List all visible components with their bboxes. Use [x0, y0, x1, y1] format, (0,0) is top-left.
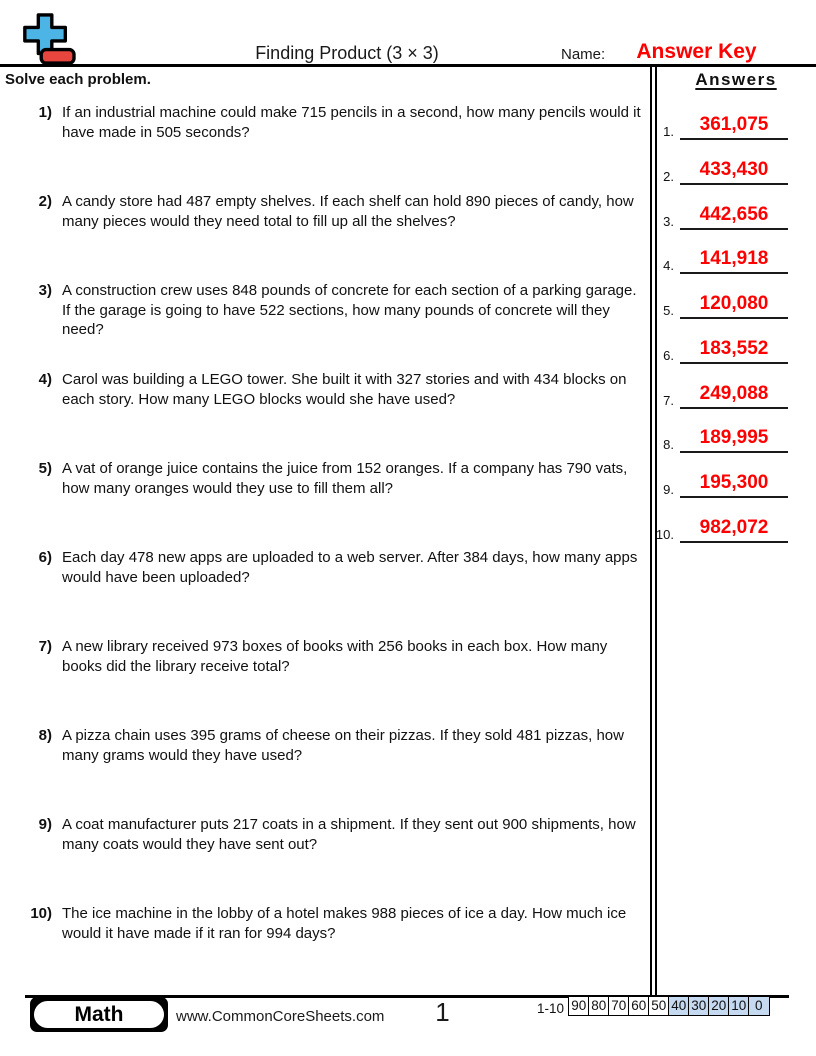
problem-number: 7): [38, 638, 52, 655]
answer-value: 433,430: [680, 159, 788, 185]
website-url: www.CommonCoreSheets.com: [176, 1008, 385, 1025]
problem-text: A vat of orange juice contains the juice from 152 oranges. If a company has 790 vats, how many oranges would they use to fill them all?: [62, 460, 628, 497]
problem-text: Carol was building a LEGO tower. She built it with 327 stories and with 434 blocks on each story. How many LEGO blocks would she have used?: [62, 371, 627, 408]
answer-number: 8.: [663, 437, 674, 452]
answer-value: 183,552: [680, 338, 788, 364]
score-cell: 90: [568, 996, 590, 1016]
answer-value: 189,995: [680, 427, 788, 453]
score-cell: 60: [628, 996, 650, 1016]
name-label: Name:: [561, 46, 606, 63]
worksheet-title: Finding Product (3 × 3): [255, 43, 439, 63]
problem-number: 6): [38, 549, 52, 566]
problem-item: [28, 103, 646, 142]
answer-number: 5.: [663, 303, 674, 318]
problem-text: The ice machine in the lobby of a hotel makes 988 pieces of ice a day. How much ice would it have made if it ran for 994 days?: [62, 905, 627, 942]
name-value-answer-key: Answer Key: [636, 40, 757, 63]
answer-value: 249,088: [680, 383, 788, 409]
answer-item: [648, 427, 788, 453]
problem-item: [28, 370, 646, 409]
answer-item: [648, 338, 788, 364]
score-cell: 20: [708, 996, 730, 1016]
problem-text: A pizza chain uses 395 grams of cheese on their pizzas. If they sold 481 pizzas, how many grams would they have used?: [62, 727, 624, 764]
answer-number: 9.: [663, 482, 674, 497]
answer-number: 4.: [663, 258, 674, 273]
plus-minus-math-logo-icon: [16, 12, 78, 66]
problem-number: 4): [38, 371, 52, 388]
answer-number: 7.: [663, 393, 674, 408]
answer-item: [648, 517, 788, 543]
problem-item: [28, 726, 646, 765]
answer-item: [648, 293, 788, 319]
answer-item: [648, 248, 788, 274]
score-cell: 10: [728, 996, 750, 1016]
answer-value: 141,918: [680, 248, 788, 274]
problem-number: 9): [38, 816, 52, 833]
problem-number: 3): [38, 282, 52, 299]
instructions: Solve each problem.: [5, 71, 151, 88]
problem-number: 1): [38, 104, 52, 121]
problem-text: A construction crew uses 848 pounds of concrete for each section of a parking garage. If the garage is going to have 522 sections, how many pounds of concrete will they need?: [62, 282, 637, 338]
problem-number: 2): [38, 193, 52, 210]
answer-number: 2.: [663, 169, 674, 184]
answer-value: 195,300: [680, 472, 788, 498]
answer-value: 982,072: [680, 517, 788, 543]
answer-item: [648, 204, 788, 230]
subject-badge: [30, 997, 168, 1032]
problem-text: A new library received 973 boxes of books with 256 books in each box. How many books did the library receive total?: [62, 638, 608, 675]
answer-number: 1.: [663, 124, 674, 139]
problem-item: [28, 637, 646, 676]
score-cell: 0: [748, 996, 770, 1016]
score-cell: 40: [668, 996, 690, 1016]
score-cell: 30: [688, 996, 710, 1016]
answers-column-title: Answers: [695, 70, 777, 89]
problem-number: 8): [38, 727, 52, 744]
problem-item: [28, 548, 646, 587]
page-number: 1: [435, 997, 450, 1027]
problem-item: [28, 281, 646, 340]
subject-label: Math: [34, 1001, 164, 1028]
problem-item: [28, 459, 646, 498]
answer-item: [648, 383, 788, 409]
problem-item: [28, 904, 646, 943]
answer-number: 10.: [655, 527, 674, 542]
score-cell: 50: [648, 996, 670, 1016]
score-range-label: 1-10: [536, 1001, 564, 1016]
problem-text: Each day 478 new apps are uploaded to a web server. After 384 days, how many apps would have been uploaded?: [62, 549, 638, 586]
problem-text: If an industrial machine could make 715 pencils in a second, how many pencils would it have made in 505 seconds?: [62, 104, 641, 141]
answer-value: 120,080: [680, 293, 788, 319]
answer-value: 442,656: [680, 204, 788, 230]
answer-item: [648, 472, 788, 498]
problem-number: 5): [38, 460, 52, 477]
problem-number: 10): [30, 905, 52, 922]
problem-text: A candy store had 487 empty shelves. If each shelf can hold 890 pieces of candy, how many pieces would they need total to fill up all the shelves?: [62, 193, 634, 230]
problem-text: A coat manufacturer puts 217 coats in a shipment. If they sent out 900 shipments, how many coats would they have sent out?: [62, 816, 636, 853]
answer-number: 6.: [663, 348, 674, 363]
answer-item: [648, 114, 788, 140]
answer-value: 361,075: [680, 114, 788, 140]
score-cell: 80: [588, 996, 610, 1016]
header-divider: [0, 64, 816, 67]
score-cell: 70: [608, 996, 630, 1016]
problem-item: [28, 192, 646, 231]
answer-item: [648, 159, 788, 185]
problem-item: [28, 815, 646, 854]
answer-number: 3.: [663, 214, 674, 229]
score-table: [568, 996, 770, 1016]
